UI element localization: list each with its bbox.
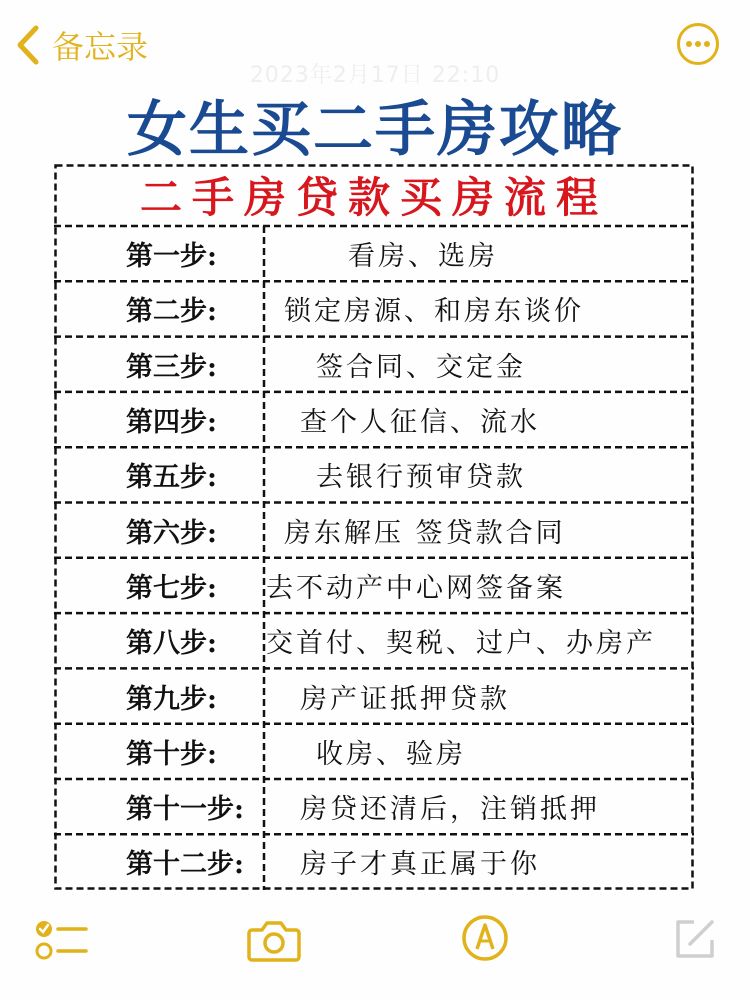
table-title: 二手房贷款买房流程 — [139, 173, 608, 222]
step-label: 第八步: — [126, 628, 217, 660]
step-description: 收房、验房 — [316, 738, 466, 770]
step-row — [54, 779, 694, 834]
steps-rows — [54, 226, 694, 890]
step-row — [54, 724, 694, 779]
step-label: 第十一步: — [126, 794, 244, 826]
step-description: 房产证抵押贷款 — [300, 683, 510, 715]
step-row — [54, 226, 694, 281]
step-row — [54, 834, 694, 889]
step-description: 房东解压 签贷款合同 — [284, 517, 566, 549]
step-row — [54, 281, 694, 336]
step-label: 第十二步: — [126, 849, 244, 881]
step-row — [54, 337, 694, 392]
step-label: 第六步: — [126, 517, 217, 549]
compose-button[interactable] — [672, 916, 718, 962]
camera-button[interactable] — [246, 916, 302, 964]
step-description: 交首付、契税、过户、办房产 — [266, 628, 656, 660]
markup-button[interactable] — [461, 914, 509, 962]
step-description: 房贷还清后，注销抵押 — [300, 794, 600, 826]
more-button[interactable] — [676, 22, 720, 66]
step-description: 去银行预审贷款 — [316, 462, 526, 494]
step-row — [54, 392, 694, 447]
steps-table — [54, 164, 694, 890]
step-description: 签合同、交定金 — [316, 351, 526, 383]
step-label: 第二步: — [126, 296, 217, 328]
step-row — [54, 447, 694, 502]
top-nav-bar — [0, 0, 750, 90]
step-label: 第七步: — [126, 572, 217, 604]
note-date: 2023年2月17日 22:10 — [249, 63, 501, 88]
step-label: 第四步: — [126, 407, 217, 439]
step-description: 房子才真正属于你 — [300, 849, 540, 881]
checklist-button[interactable] — [34, 918, 88, 962]
back-label: 备忘录 — [52, 28, 149, 66]
note-title: 女生买二手房攻略 — [127, 95, 623, 165]
step-label: 第三步: — [126, 351, 217, 383]
step-row — [54, 613, 694, 668]
step-description: 去不动产中心网签备案 — [266, 572, 566, 604]
bottom-toolbar — [0, 910, 750, 1000]
checklist-icon — [34, 918, 88, 962]
compose-icon — [672, 916, 718, 962]
step-label: 第九步: — [126, 683, 217, 715]
step-description: 锁定房源、和房东谈价 — [284, 296, 584, 328]
step-description: 查个人征信、流水 — [300, 407, 540, 439]
step-row — [54, 668, 694, 723]
camera-icon — [246, 916, 302, 964]
step-description: 看房、选房 — [348, 241, 498, 273]
step-row — [54, 502, 694, 557]
step-row — [54, 558, 694, 613]
more-options-icon — [676, 22, 720, 66]
step-label: 第十步: — [126, 738, 217, 770]
step-label: 第一步: — [126, 241, 217, 273]
markup-pen-icon — [461, 914, 509, 962]
step-label: 第五步: — [126, 462, 217, 494]
